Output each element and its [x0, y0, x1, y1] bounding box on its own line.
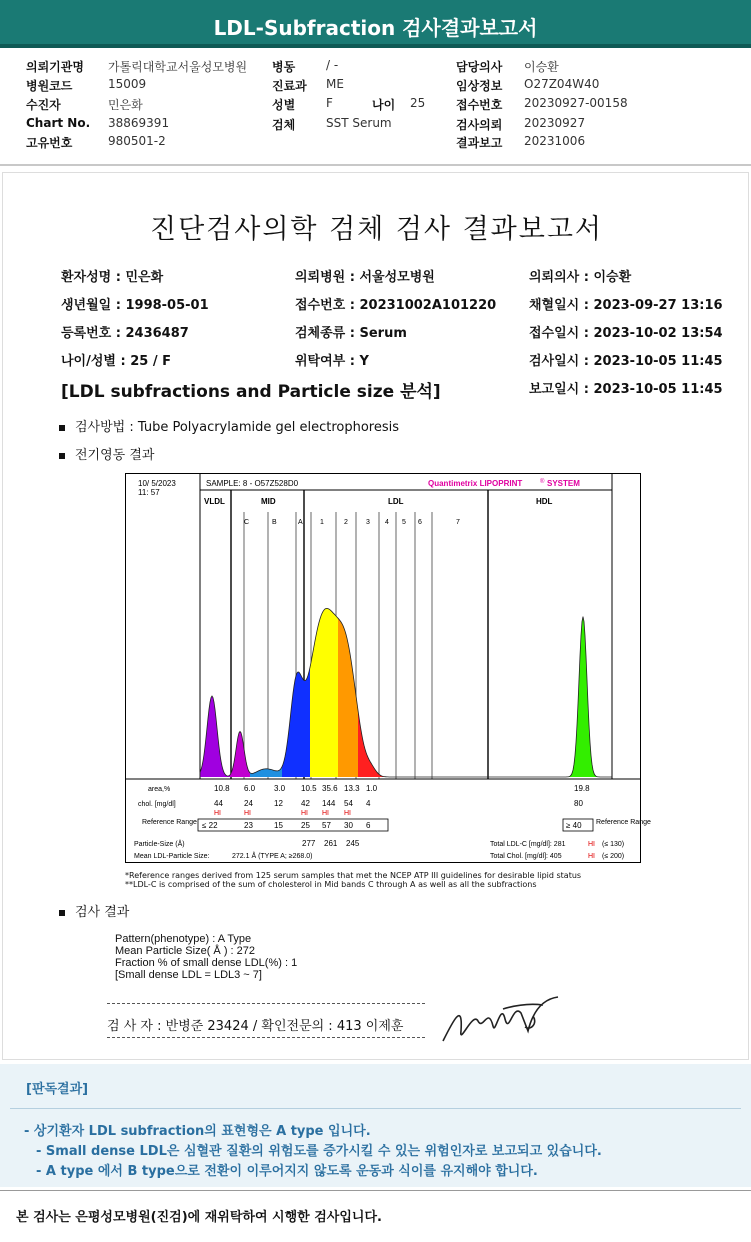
reference-value: 15 [274, 821, 283, 830]
peak-fill-3 [282, 667, 310, 777]
band-label-1: 1 [320, 519, 324, 526]
row-label-ref: Reference Range [142, 819, 197, 826]
result-fraction: Fraction % of small dense LDL(%) : 1 [115, 957, 298, 969]
judgement-panel [0, 1064, 751, 1187]
judgement-title: [판독결과] [26, 1082, 89, 1097]
total-chol-flag: HI [588, 853, 595, 860]
chol-value: 4 [366, 799, 371, 808]
chol-flag: HI [214, 810, 221, 817]
region-label-hdl: HDL [536, 497, 553, 506]
reference-value: 57 [322, 821, 331, 830]
total-ldl-flag: HI [588, 841, 595, 848]
info-doctor: 의뢰의사 : 이승환 [529, 270, 632, 285]
area-value: 19.8 [574, 784, 590, 793]
label-doctor: 담당의사 [456, 60, 503, 74]
band-label-b: B [272, 519, 277, 526]
value-patient: 민은화 [108, 98, 143, 112]
reference-value: 23 [244, 821, 253, 830]
value-specimen: SST Serum [326, 116, 392, 130]
reference-value: 25 [301, 821, 310, 830]
chart-time: 11: 57 [138, 488, 160, 497]
region-label-vldl: VLDL [204, 497, 225, 506]
band-label-a: A [298, 519, 303, 526]
label-age: 나이 [372, 98, 396, 112]
chol-flag: HI [344, 810, 351, 817]
label-receipt-no: 접수번호 [456, 98, 503, 112]
reference-value: 6 [366, 821, 371, 830]
info-hospital: 의뢰병원 : 서울성모병원 [295, 270, 435, 285]
signature-dash-bottom [107, 1037, 425, 1038]
value-requester: 가톨릭대학교서울성모병원 [108, 60, 248, 74]
result-pattern: Pattern(phenotype) : A Type [115, 933, 252, 945]
total-chol-ref: (≤ 200) [602, 853, 625, 860]
particle-size-value: 277 [302, 839, 316, 848]
chol-value: 44 [214, 799, 223, 808]
value-dept: ME [326, 77, 344, 91]
bullet-dot [59, 453, 65, 459]
method-bullet [59, 416, 399, 435]
report-title: LDL-Subfraction 검사결과보고서 [213, 16, 538, 40]
bullet-dot [59, 425, 65, 431]
band-label-5: 5 [402, 519, 406, 526]
info-received: 접수일시 : 2023-10-02 13:54 [529, 326, 723, 341]
label-chart-no: Chart No. [26, 116, 91, 130]
signature-dash-top [107, 1003, 425, 1004]
label-request-date: 검사의뢰 [456, 118, 503, 132]
band-label-2: 2 [344, 519, 348, 526]
label-ward: 병동 [272, 60, 296, 74]
value-report-date: 20231006 [524, 134, 586, 148]
chol-flag: HI [301, 810, 308, 817]
chol-value: 24 [244, 799, 253, 808]
band-label-6: 6 [418, 519, 422, 526]
result-bullet [59, 901, 129, 920]
judgement-line-3: - A type 에서 B type으로 전환이 이루어지지 않도록 운동과 식이를 유지해야 합니다. [36, 1164, 538, 1179]
label-report-date: 결과보고 [456, 136, 503, 150]
footer-note: 본 검사는 은평성모병원(진검)에 재위탁하여 시행한 검사입니다. [16, 1210, 382, 1225]
label-sex: 성별 [272, 98, 296, 112]
label-specimen: 검체 [272, 118, 296, 132]
region-label-ldl: LDL [388, 497, 404, 506]
label-unique-no: 고유번호 [26, 136, 73, 150]
reference-value: ≤ 22 [202, 821, 218, 830]
region-label-mid: MID [261, 497, 276, 506]
bullet-dot [59, 910, 65, 916]
info-receipt: 접수번호 : 20231002A101220 [295, 298, 497, 313]
chol-value: 42 [301, 799, 310, 808]
total-ldl-ref: (≤ 130) [602, 841, 625, 848]
band-label-c: C [244, 519, 250, 526]
reference-value: ≥ 40 [566, 821, 582, 830]
area-value: 1.0 [366, 784, 378, 793]
judgement-divider [10, 1108, 741, 1109]
info-tested: 검사일시 : 2023-10-05 11:45 [529, 354, 723, 369]
peak-fill-4 [310, 608, 338, 777]
label-clinical-info: 임상정보 [456, 79, 503, 93]
lipoprint-chart [125, 473, 651, 863]
electro-heading: 전기영동 결과 [75, 448, 155, 463]
label-requester: 의뢰기관명 [26, 60, 84, 74]
band-label-4: 4 [385, 519, 389, 526]
reference-box-left [198, 819, 388, 831]
footer-divider [0, 1190, 751, 1191]
judgement-line-2: - Small dense LDL은 심혈관 질환의 위험도를 증가시킬 수 있는 위험인자로 보고되고 있습니다. [36, 1144, 602, 1159]
info-outsourced: 위탁여부 : Y [295, 354, 369, 369]
value-receipt-no: 20230927-00158 [524, 96, 628, 110]
chart-brand-mark: ® [540, 479, 545, 485]
scanned-report [2, 172, 749, 1060]
info-collect: 채혈일시 : 2023-09-27 13:16 [529, 298, 723, 313]
chol-value: 144 [322, 799, 336, 808]
band-label-7: 7 [456, 519, 460, 526]
chart-svg [126, 474, 651, 862]
result-mean-size: Mean Particle Size( Å ) : 272 [115, 945, 256, 957]
area-value: 13.3 [344, 784, 360, 793]
area-value: 10.8 [214, 784, 230, 793]
chol-value: 80 [574, 799, 583, 808]
peak-fill-7 [566, 617, 601, 777]
value-clinical-info: O27Z04W40 [524, 77, 600, 91]
info-patient-name: 환자성명 : 민은화 [61, 270, 164, 285]
info-reg-no: 등록번호 : 2436487 [61, 326, 189, 341]
chol-flag: HI [244, 810, 251, 817]
row-label-mean: Mean LDL-Particle Size: [134, 853, 210, 860]
value-hospital-code: 15009 [108, 77, 147, 91]
peak-fill-1 [230, 731, 250, 777]
result-heading: 검사 결과 [75, 905, 130, 920]
reference-right-label: Reference Range [596, 819, 651, 826]
signature-text: 검 사 자 : 반병준 23424 / 확인전문의 : 413 이제훈 [107, 1019, 404, 1034]
info-age-sex: 나이/성별 : 25 / F [61, 354, 172, 369]
chart-brand-suffix: SYSTEM [547, 479, 580, 488]
electro-bullet [59, 444, 154, 463]
method-text: 검사방법 : Tube Polyacrylamide gel electrophoresis [75, 420, 400, 435]
area-value: 10.5 [301, 784, 317, 793]
value-unique-no: 980501-2 [108, 134, 166, 148]
total-ldl: Total LDL-C [mg/dl]: 281 [490, 841, 566, 848]
info-birth: 생년월일 : 1998-05-01 [61, 298, 209, 313]
result-definition: [Small dense LDL = LDL3 ~ 7] [115, 969, 262, 981]
reference-value: 30 [344, 821, 353, 830]
label-hospital-code: 병원코드 [26, 79, 73, 93]
scanned-report-title: 진단검사의학 검체 검사 결과보고서 [150, 214, 603, 245]
particle-size-value: 261 [324, 839, 338, 848]
mean-size-value: 272.1 Å (TYPE A; ≥268.0) [232, 853, 313, 860]
label-patient: 수진자 [26, 98, 61, 112]
value-request-date: 20230927 [524, 116, 586, 130]
chol-value: 12 [274, 799, 283, 808]
row-label-particle-size: Particle-Size (Å) [134, 841, 185, 848]
section-title: [LDL subfractions and Particle size 분석] [61, 382, 441, 402]
value-chart-no: 38869391 [108, 116, 170, 130]
value-age: 25 [410, 96, 426, 110]
report-title-bar [0, 0, 751, 48]
chart-note-2: **LDL-C is comprised of the sum of cholesterol in Mid bands C through A as well as all the subfractions [125, 880, 537, 889]
area-value: 6.0 [244, 784, 256, 793]
chol-value: 54 [344, 799, 353, 808]
chart-date: 10/ 5/2023 [138, 479, 176, 488]
info-specimen: 검체종류 : Serum [295, 326, 407, 341]
peak-fill-2 [250, 767, 282, 777]
row-label-area: area,% [148, 786, 171, 793]
chol-flag: HI [322, 810, 329, 817]
label-dept: 진료과 [272, 79, 307, 93]
particle-size-value: 245 [346, 839, 360, 848]
chart-note-1: *Reference ranges derived from 125 serum samples that met the NCEP ATP III guidelines for desirable lipid status [125, 871, 582, 880]
band-label-3: 3 [366, 519, 370, 526]
chart-sample: SAMPLE: 8 - O57Z528D0 [206, 479, 299, 488]
value-ward: / - [326, 58, 339, 72]
area-value: 35.6 [322, 784, 338, 793]
value-sex: F [326, 96, 333, 110]
header-divider [0, 164, 751, 166]
electropherogram-line [200, 608, 612, 777]
patient-header [0, 50, 751, 164]
area-value: 3.0 [274, 784, 286, 793]
peak-fill-6 [358, 710, 384, 777]
judgement-line-1: - 상기환자 LDL subfraction의 표현형은 A type 입니다. [24, 1124, 371, 1139]
chart-brand: Quantimetrix LIPOPRINT [428, 479, 523, 488]
row-label-chol: chol. [mg/dl] [138, 801, 176, 808]
value-doctor: 이승환 [524, 60, 559, 74]
total-chol: Total Chol. [mg/dl]: 405 [490, 853, 562, 860]
signature-image [433, 991, 568, 1051]
info-reported: 보고일시 : 2023-10-05 11:45 [529, 382, 723, 397]
